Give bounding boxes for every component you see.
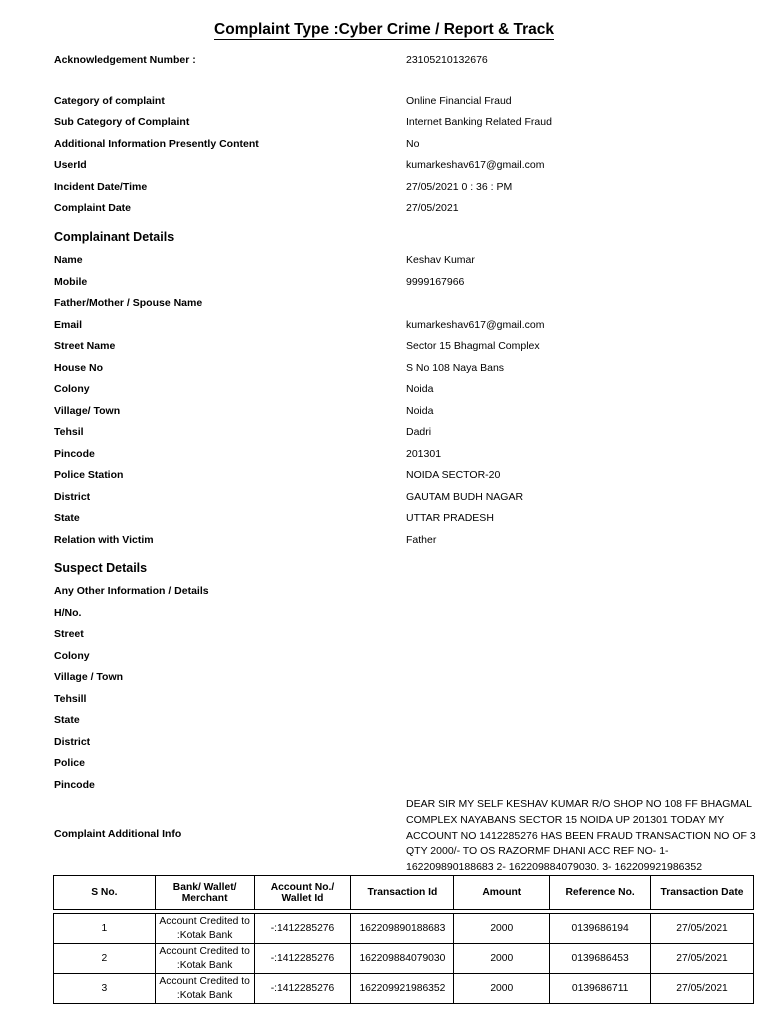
table-cell: 162209884079030 (351, 944, 454, 974)
field-value: Noida (406, 405, 434, 417)
field-label: Mobile (54, 276, 88, 288)
complainant-heading: Complainant Details (54, 230, 175, 244)
field-row (54, 714, 754, 732)
acknowledgement-row (54, 54, 754, 72)
field-row (54, 383, 754, 401)
field-label: Village/ Town (54, 405, 121, 417)
field-label: District (54, 491, 91, 503)
field-row (54, 448, 754, 466)
table-cell: 162209921986352 (351, 974, 454, 1004)
field-row (54, 159, 754, 177)
table-header-row (54, 876, 754, 910)
field-value: Noida (406, 383, 434, 395)
field-row (54, 491, 754, 509)
table-cell: 2000 (454, 914, 550, 944)
field-label: Complaint Date (54, 202, 132, 214)
field-value: Father (406, 534, 437, 546)
field-row (54, 736, 754, 754)
field-label: Email (54, 319, 83, 331)
column-header: Bank/ Wallet/ Merchant (155, 876, 254, 910)
field-value: Dadri (406, 426, 432, 438)
field-value: kumarkeshav617@gmail.com (406, 159, 545, 171)
column-header: Reference No. (550, 876, 651, 910)
field-label: Name (54, 254, 83, 266)
table-cell: Account Credited to :Kotak Bank (155, 914, 254, 944)
field-value: Online Financial Fraud (406, 95, 512, 107)
field-label: Pincode (54, 779, 95, 791)
table-cell: 0139686453 (550, 944, 651, 974)
table-cell: 27/05/2021 (651, 914, 754, 944)
field-value: UTTAR PRADESH (406, 512, 494, 524)
field-row (54, 362, 754, 380)
field-label: Tehsill (54, 693, 87, 705)
table-cell: 2000 (454, 974, 550, 1004)
field-row (54, 405, 754, 423)
field-row (54, 512, 754, 530)
field-row (54, 779, 754, 797)
field-value: S No 108 Naya Bans (406, 362, 505, 374)
field-row (54, 297, 754, 315)
field-value: 27/05/2021 0 : 36 : PM (406, 181, 513, 193)
field-label: Street (54, 628, 84, 640)
field-value: Internet Banking Related Fraud (406, 116, 552, 128)
table-cell: Account Credited to :Kotak Bank (155, 974, 254, 1004)
field-row (54, 95, 754, 113)
field-row (54, 340, 754, 358)
field-row (54, 138, 754, 156)
column-header: Amount (454, 876, 550, 910)
column-header: Transaction Date (651, 876, 754, 910)
table-cell: 162209890188683 (351, 914, 454, 944)
field-label: State (54, 714, 80, 726)
field-label: Village / Town (54, 671, 124, 683)
field-label: Any Other Information / Details (54, 585, 209, 597)
table-row (54, 974, 754, 1004)
field-value: 23105210132676 (406, 54, 488, 66)
field-value: 9999167966 (406, 276, 465, 288)
field-row (54, 319, 754, 337)
title-text: Complaint Type :Cyber Crime / Report & Track (214, 21, 554, 38)
field-value: 27/05/2021 (406, 202, 459, 214)
field-label: Category of complaint (54, 95, 165, 107)
field-row (54, 585, 754, 603)
table-cell: Account Credited to :Kotak Bank (155, 944, 254, 974)
field-value: Sector 15 Bhagmal Complex (406, 340, 540, 352)
field-row (54, 276, 754, 294)
field-label: Police (54, 757, 85, 769)
suspect-heading: Suspect Details (54, 561, 148, 575)
field-value: Keshav Kumar (406, 254, 475, 266)
table-cell: 3 (54, 974, 156, 1004)
column-header: S No. (54, 876, 156, 910)
field-row (54, 426, 754, 444)
field-row (54, 469, 754, 487)
field-row (54, 693, 754, 711)
field-row (54, 607, 754, 625)
field-row (54, 181, 754, 199)
table-cell: -:1412285276 (254, 914, 351, 944)
field-value: 201301 (406, 448, 442, 460)
field-label: Colony (54, 650, 90, 662)
field-row (54, 254, 754, 272)
field-row (54, 650, 754, 668)
column-header: Account No./ Wallet Id (254, 876, 351, 910)
table-cell: 2000 (454, 944, 550, 974)
field-label: Acknowledgement Number : (54, 54, 196, 66)
field-label: Police Station (54, 469, 124, 481)
table-cell: -:1412285276 (254, 974, 351, 1004)
field-row (54, 202, 754, 220)
field-value: NOIDA SECTOR-20 (406, 469, 501, 481)
field-label: State (54, 512, 80, 524)
field-value: No (406, 138, 420, 150)
field-label: Additional Information Presently Content (54, 138, 259, 150)
column-header: Transaction Id (351, 876, 454, 910)
transactions-table (53, 875, 754, 1004)
field-row (54, 116, 754, 134)
field-row (54, 671, 754, 689)
table-body (54, 910, 754, 1004)
field-label: UserId (54, 159, 87, 171)
field-label: Colony (54, 383, 90, 395)
field-label: District (54, 736, 91, 748)
table-cell: 1 (54, 914, 156, 944)
field-value: GAUTAM BUDH NAGAR (406, 491, 524, 503)
table-cell: 2 (54, 944, 156, 974)
field-label: Street Name (54, 340, 116, 352)
field-label: Pincode (54, 448, 95, 460)
table-cell: 27/05/2021 (651, 974, 754, 1004)
field-label: House No (54, 362, 104, 374)
field-label: Father/Mother / Spouse Name (54, 297, 203, 309)
table-cell: 0139686711 (550, 974, 651, 1004)
field-label: Relation with Victim (54, 534, 154, 546)
field-label: Tehsil (54, 426, 84, 438)
field-row (54, 628, 754, 646)
additional-info-label: Complaint Additional Info (54, 828, 182, 840)
field-value: kumarkeshav617@gmail.com (406, 319, 545, 331)
additional-info-text: DEAR SIR MY SELF KESHAV KUMAR R/O SHOP NO 108 FF BHAGMAL COMPLEX NAYABANS SECTOR 15 NOIDA UP 201301 TODAY MY ACCOUNT NO 1412285276 HAS BEEN FRAUD TRANSACTION NO OF 3 QTY 2000/- TO OS RAZORMF DHANI ACC REF NO- 1-162209890188683 2- 162209884079030. 3- 162209921986352 (406, 798, 756, 874)
table-row (54, 914, 754, 944)
field-label: Incident Date/Time (54, 181, 148, 193)
field-label: H/No. (54, 607, 82, 619)
table-cell: 27/05/2021 (651, 944, 754, 974)
field-row (54, 757, 754, 775)
table-cell: -:1412285276 (254, 944, 351, 974)
field-label: Sub Category of Complaint (54, 116, 190, 128)
field-row (54, 534, 754, 552)
table-row (54, 944, 754, 974)
table-cell: 0139686194 (550, 914, 651, 944)
document-title (0, 21, 768, 39)
